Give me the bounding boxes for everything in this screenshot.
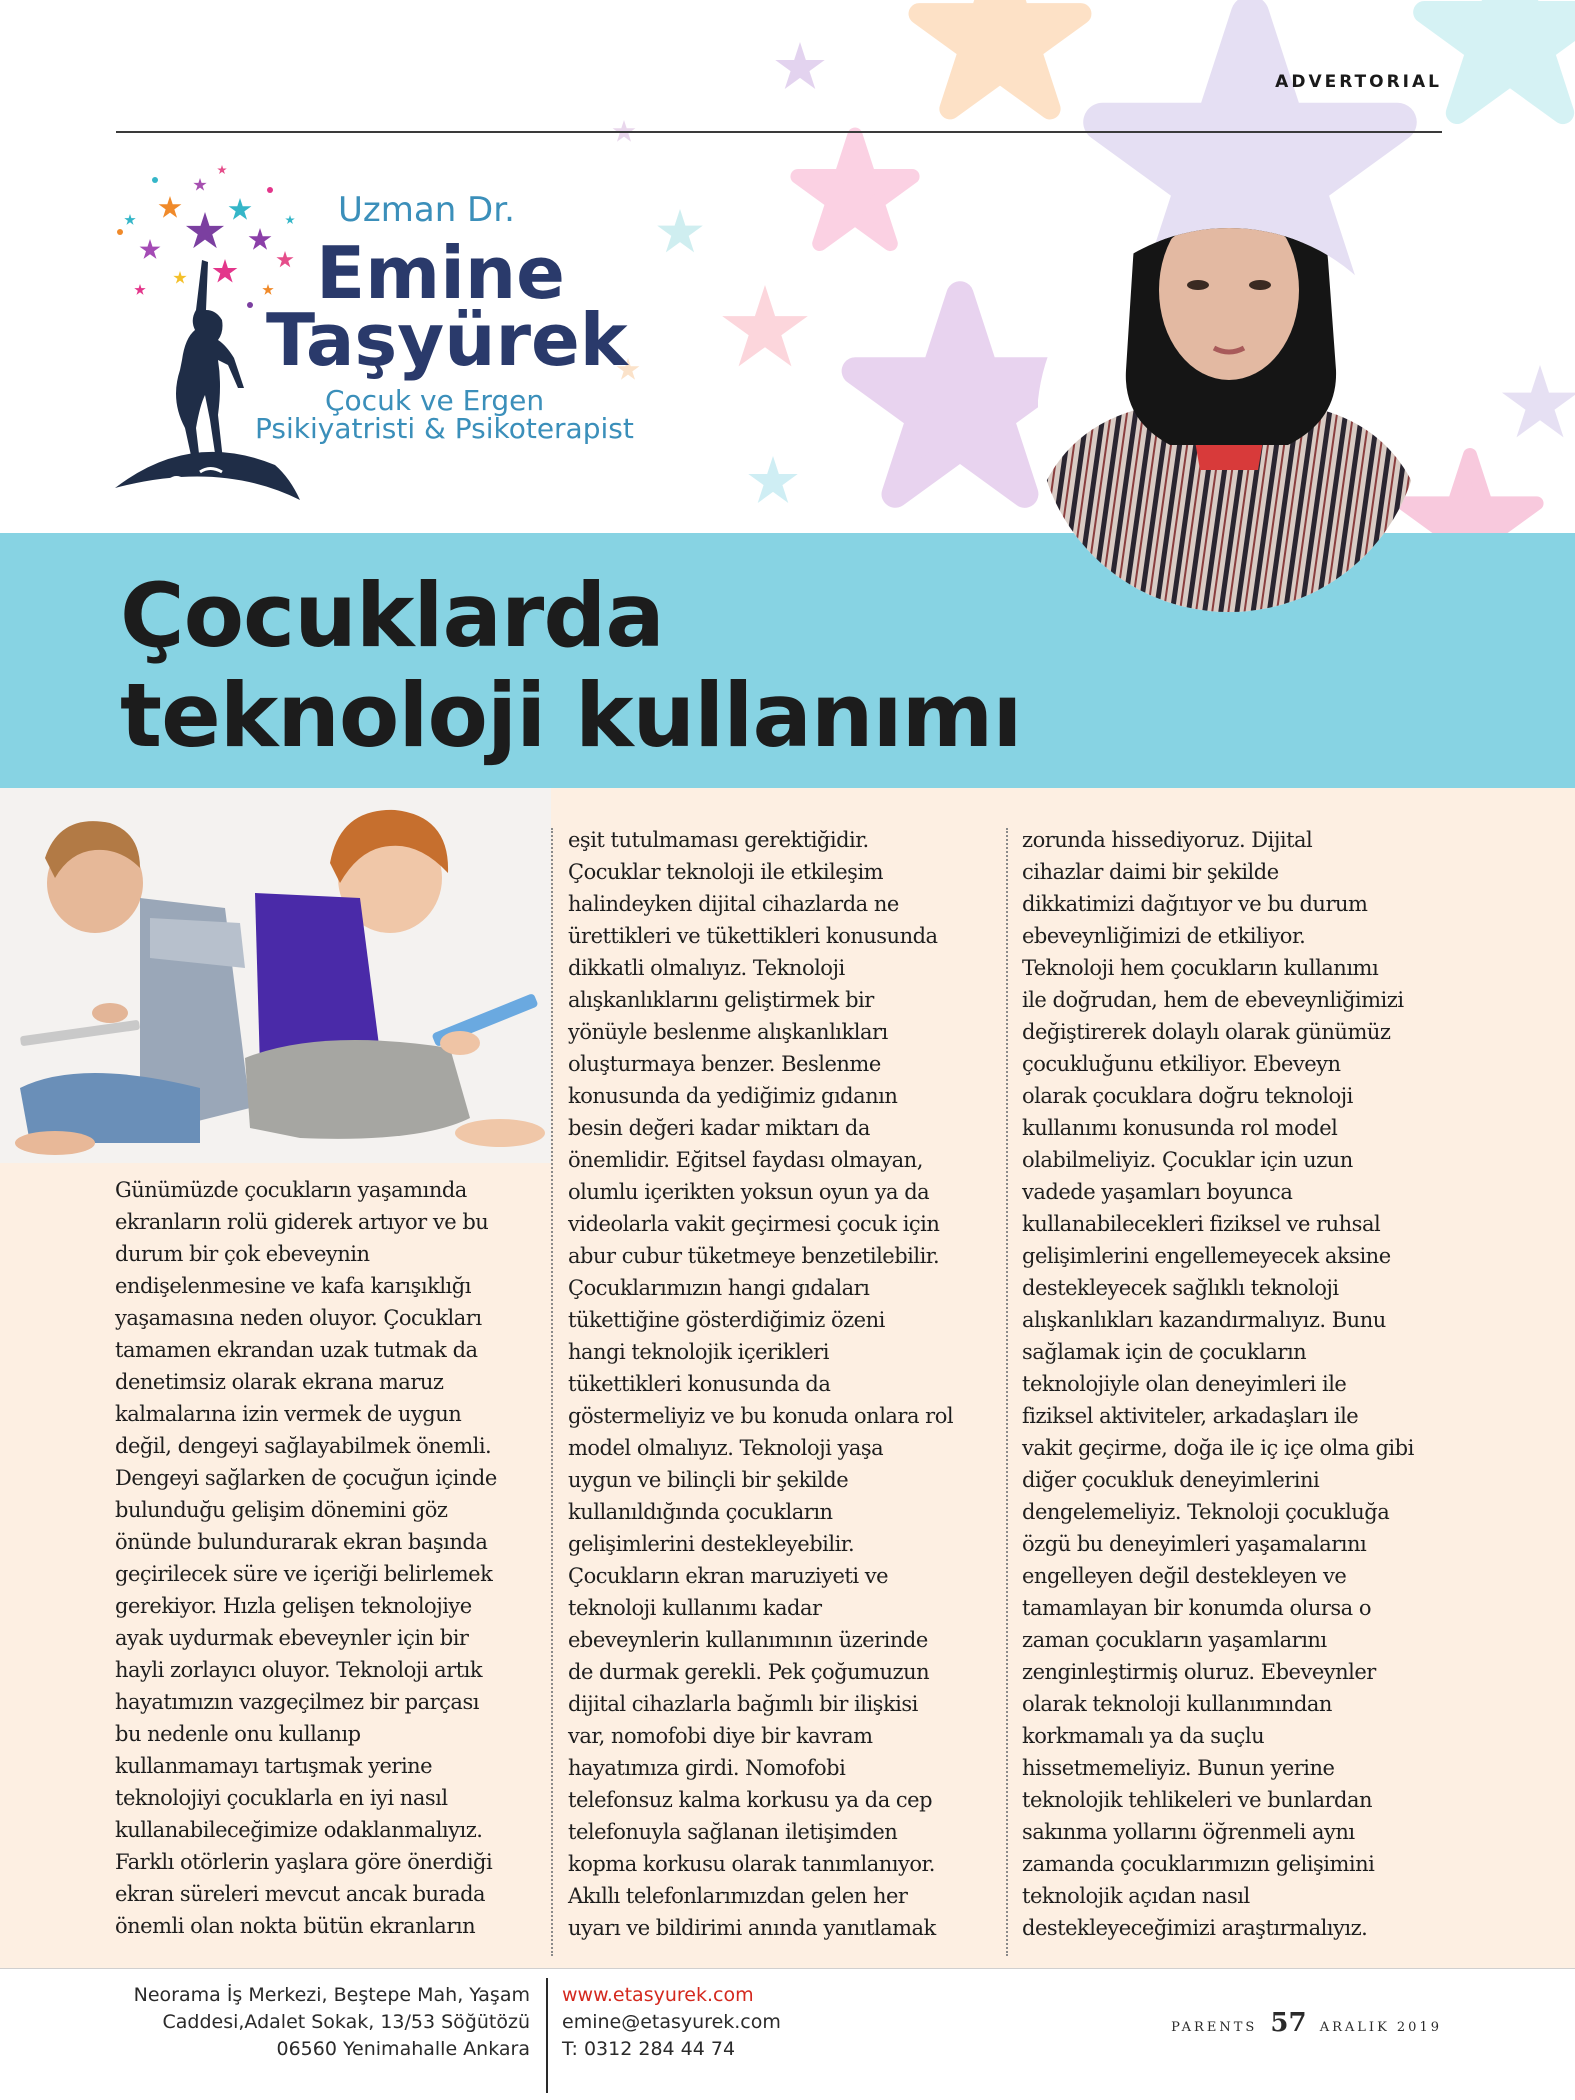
- top-rule: [116, 131, 1442, 133]
- article-line: sağlamak için de çocukların: [1022, 1340, 1307, 1364]
- article-line: kullanımı konusunda rol model: [1022, 1116, 1338, 1140]
- article-line: destekleyeceğimizi araştırmalıyız.: [1022, 1916, 1368, 1940]
- article-line: Günümüzde çocukların yaşamında: [115, 1178, 467, 1202]
- article-line: cihazlar daimi bir şekilde: [1022, 860, 1279, 884]
- article-line: olabilmeliyiz. Çocuklar için uzun: [1022, 1148, 1353, 1172]
- article-line: geçirilecek süre ve içeriği belirlemek: [115, 1562, 493, 1586]
- star-icon: [748, 456, 797, 503]
- article-line: Çocuklarımızın hangi gıdaları: [568, 1276, 870, 1300]
- magazine-name: PARENTS: [1171, 2020, 1258, 2035]
- article-line: olumlu içerikten yoksun oyun ya da: [568, 1180, 930, 1204]
- star-icon: [919, 0, 1081, 109]
- article-line: ekran süreleri mevcut ancak burada: [115, 1882, 486, 1906]
- article-line: değiştirerek dolaylı olarak günümüz: [1022, 1020, 1391, 1044]
- article-line: model olmalıyız. Teknoloji yaşa: [568, 1436, 884, 1460]
- column-divider: [1006, 828, 1008, 1956]
- article-line: ürettikleri ve tükettikleri konusunda: [568, 924, 938, 948]
- column-divider: [551, 828, 553, 1956]
- article-line: durum bir çok ebeveynin: [115, 1242, 370, 1266]
- star-icon: [657, 209, 703, 252]
- article-line: destekleyecek sağlıklı teknoloji: [1022, 1276, 1339, 1300]
- logo-surname: Taşyürek: [266, 298, 628, 382]
- article-line: ebeveynlerin kullanımının üzerinde: [568, 1628, 928, 1652]
- star-icon: [1502, 365, 1575, 437]
- article-line: hangi teknolojik içerikleri: [568, 1340, 829, 1364]
- article-column: [1022, 824, 1414, 1944]
- article-line: teknolojik tehlikeleri ve bunlardan: [1022, 1788, 1373, 1812]
- article-line: önemlidir. Eğitsel faydası olmayan,: [568, 1148, 923, 1172]
- article-line: önemli olan nokta bütün ekranların: [115, 1914, 476, 1938]
- article-column: [115, 1174, 497, 1942]
- article-line: kopma korkusu olarak tanımlanıyor.: [568, 1852, 935, 1876]
- article-line: yaşamasına neden oluyor. Çocukları: [115, 1306, 482, 1330]
- article-line: dikkatli olmalıyız. Teknoloji: [568, 956, 845, 980]
- article-line: Farklı otörlerin yaşlara göre önerdiği: [115, 1850, 493, 1874]
- article-line: zorunda hissediyoruz. Dijital: [1022, 828, 1313, 852]
- page-folio: [1171, 2008, 1442, 2038]
- phone-number: T: 0312 284 44 74: [562, 2038, 736, 2060]
- article-line: teknolojiyle olan deneyimleri ile: [1022, 1372, 1347, 1396]
- article-line: engelleyen değil destekleyen ve: [1022, 1564, 1347, 1588]
- article-column: [568, 824, 953, 1944]
- article-line: Çocuklar teknoloji ile etkileşim: [568, 860, 884, 884]
- article-line: halindeyken dijital cihazlarda ne: [568, 892, 899, 916]
- star-icon: [722, 285, 808, 366]
- article-line: korkmamalı ya da suçlu: [1022, 1724, 1265, 1748]
- article-line: konusunda da yediğimiz gıdanın: [568, 1084, 898, 1108]
- article-line: gerekiyor. Hızla gelişen teknolojiye: [115, 1594, 472, 1618]
- section-label: ADVERTORIAL: [1275, 72, 1442, 92]
- address-line: Caddesi,Adalet Sokak, 13/53 Söğütözü: [162, 2011, 530, 2033]
- footer-divider: [546, 1978, 548, 2093]
- article-line: gelişimlerini destekleyebilir.: [568, 1532, 855, 1556]
- article-line: kullanabileceğimize odaklanmalıyız.: [115, 1818, 483, 1842]
- article-line: var, nomofobi diye bir kavram: [568, 1724, 873, 1748]
- article-line: olarak çocuklara doğru teknoloji: [1022, 1084, 1353, 1108]
- article-line: kalmalarına izin vermek de uygun: [115, 1402, 462, 1426]
- article-line: bu nedenle onu kullanıp: [115, 1722, 361, 1746]
- article-line: zaman çocukların yaşamlarını: [1022, 1628, 1327, 1652]
- article-line: eşit tutulmaması gerektiğidir.: [568, 828, 869, 852]
- headline-line: teknoloji kullanımı: [120, 664, 1022, 767]
- article-line: Akıllı telefonlarımızdan gelen her: [568, 1884, 908, 1908]
- article-line: de durmak gerekli. Pek çoğumuzun: [568, 1660, 930, 1684]
- article-line: gelişimlerini engellemeyecek aksine: [1022, 1244, 1391, 1268]
- address-line: 06560 Yenimahalle Ankara: [276, 2038, 530, 2060]
- article-line: vadede yaşamları boyunca: [1022, 1180, 1293, 1204]
- article-line: dikkatimizi dağıtıyor ve bu durum: [1022, 892, 1368, 916]
- article-line: telefonsuz kalma korkusu ya da cep: [568, 1788, 933, 1812]
- logo-name: Emine: [316, 231, 565, 315]
- article-line: özgü bu deneyimleri yaşamalarını: [1022, 1532, 1367, 1556]
- address-line: Neorama İş Merkezi, Beştepe Mah, Yaşam: [133, 1984, 530, 2006]
- footer-rule: [0, 1968, 1575, 1969]
- email-link[interactable]: emine@etasyurek.com: [562, 2011, 781, 2033]
- article-line: çocukluğunu etkiliyor. Ebeveyn: [1022, 1052, 1341, 1076]
- article-line: ayak uydurmak ebeveynler için bir: [115, 1626, 469, 1650]
- article-line: endişelenmesine ve kafa karışıklığı: [115, 1274, 471, 1298]
- article-line: değil, dengeyi sağlayabilmek önemli.: [115, 1434, 492, 1458]
- article-line: kullanabilecekleri fiziksel ve ruhsal: [1022, 1212, 1381, 1236]
- article-line: teknolojik açıdan nasıl: [1022, 1884, 1250, 1908]
- article-line: Teknoloji hem çocukların kullanımı: [1022, 956, 1379, 980]
- article-line: ebeveynliğimizi de etkiliyor.: [1022, 924, 1306, 948]
- star-icon: [1424, 0, 1575, 113]
- article-line: uygun ve bilinçli bir şekilde: [568, 1468, 849, 1492]
- headline-line: Çocuklarda: [120, 564, 664, 667]
- article-line: Çocukların ekran maruziyeti ve: [568, 1564, 889, 1588]
- article-line: sakınma yollarını öğrenmeli aynı: [1022, 1820, 1355, 1844]
- article-line: kullanıldığında çocukların: [568, 1500, 833, 1524]
- article-line: besin değeri kadar miktarı da: [568, 1116, 870, 1140]
- article-line: denetimsiz olarak ekrana maruz: [115, 1370, 444, 1394]
- logo-subtitle: Çocuk ve Ergen: [325, 384, 545, 417]
- star-icon: [775, 42, 824, 89]
- article-line: tamamen ekrandan uzak tutmak da: [115, 1338, 478, 1362]
- article-line: ekranların rolü giderek artıyor ve bu: [115, 1210, 489, 1234]
- article-line: dengelemeliyiz. Teknoloji çocukluğa: [1022, 1500, 1390, 1524]
- doctor-portrait: [1038, 170, 1420, 635]
- article-line: zenginleştirmiş oluruz. Ebeveynler: [1022, 1660, 1376, 1684]
- logo-title: Uzman Dr.: [338, 190, 515, 230]
- article-line: vakit geçirme, doğa ile iç içe olma gibi: [1022, 1436, 1414, 1460]
- article-headline: [120, 566, 1022, 766]
- address: [0, 1982, 530, 2063]
- article-line: tükettikleri konusunda da: [568, 1372, 831, 1396]
- article-line: dijital cihazlarla bağımlı bir ilişkisi: [568, 1692, 918, 1716]
- article-line: ile doğrudan, hem de ebeveynliğimizi: [1022, 988, 1404, 1012]
- article-line: abur cubur tüketmeye benzetilebilir.: [568, 1244, 940, 1268]
- article-line: zamanda çocuklarımızın gelişimini: [1022, 1852, 1375, 1876]
- article-line: hayatımızın vazgeçilmez bir parçası: [115, 1690, 479, 1714]
- article-line: önünde bulundurarak ekran başında: [115, 1530, 488, 1554]
- article-line: alışkanlıklarını geliştirmek bir: [568, 988, 874, 1012]
- article-line: teknolojiyi çocuklarla en iyi nasıl: [115, 1786, 448, 1810]
- contact-info: [562, 1982, 781, 2063]
- star-icon: [855, 295, 1064, 494]
- website-link[interactable]: www.etasyurek.com: [562, 1984, 754, 2006]
- article-line: uyarı ve bildirimi anında yanıtlamak: [568, 1916, 936, 1940]
- article-line: fiziksel aktiviteler, arkadaşları ile: [1022, 1404, 1359, 1428]
- star-icon: [798, 135, 912, 244]
- article-line: olarak teknoloji kullanımından: [1022, 1692, 1332, 1716]
- article-line: göstermeliyiz ve bu konuda onlara rol: [568, 1404, 954, 1428]
- page-number: 57: [1270, 2008, 1307, 2038]
- article-line: tükettiğine gösterdiğimiz özeni: [568, 1308, 885, 1332]
- issue-date: ARALIK 2019: [1319, 2020, 1442, 2035]
- article-line: alışkanlıkları kazandırmalıyız. Bunu: [1022, 1308, 1386, 1332]
- article-line: hayli zorlayıcı oluyor. Teknoloji artık: [115, 1658, 483, 1682]
- children-tablets-photo: [0, 788, 551, 1163]
- article-line: teknoloji kullanımı kadar: [568, 1596, 822, 1620]
- article-line: oluşturmaya benzer. Beslenme: [568, 1052, 881, 1076]
- article-line: diğer çocukluk deneyimlerini: [1022, 1468, 1320, 1492]
- article-line: telefonuyla sağlanan iletişimden: [568, 1820, 898, 1844]
- article-line: Dengeyi sağlarken de çocuğun içinde: [115, 1466, 497, 1490]
- article-line: bulunduğu gelişim dönemini göz: [115, 1498, 448, 1522]
- article-line: videolarla vakit geçirmesi çocuk için: [568, 1212, 940, 1236]
- article-line: hissetmemeliyiz. Bunun yerine: [1022, 1756, 1335, 1780]
- article-line: kullanmamayı tartışmak yerine: [115, 1754, 433, 1778]
- article-line: hayatımıza girdi. Nomofobi: [568, 1756, 846, 1780]
- article-line: yönüyle beslenme alışkanlıkları: [568, 1020, 888, 1044]
- logo-subtitle: Psikiyatristi & Psikoterapist: [255, 412, 634, 445]
- article-line: tamamlayan bir konumda olursa o: [1022, 1596, 1372, 1620]
